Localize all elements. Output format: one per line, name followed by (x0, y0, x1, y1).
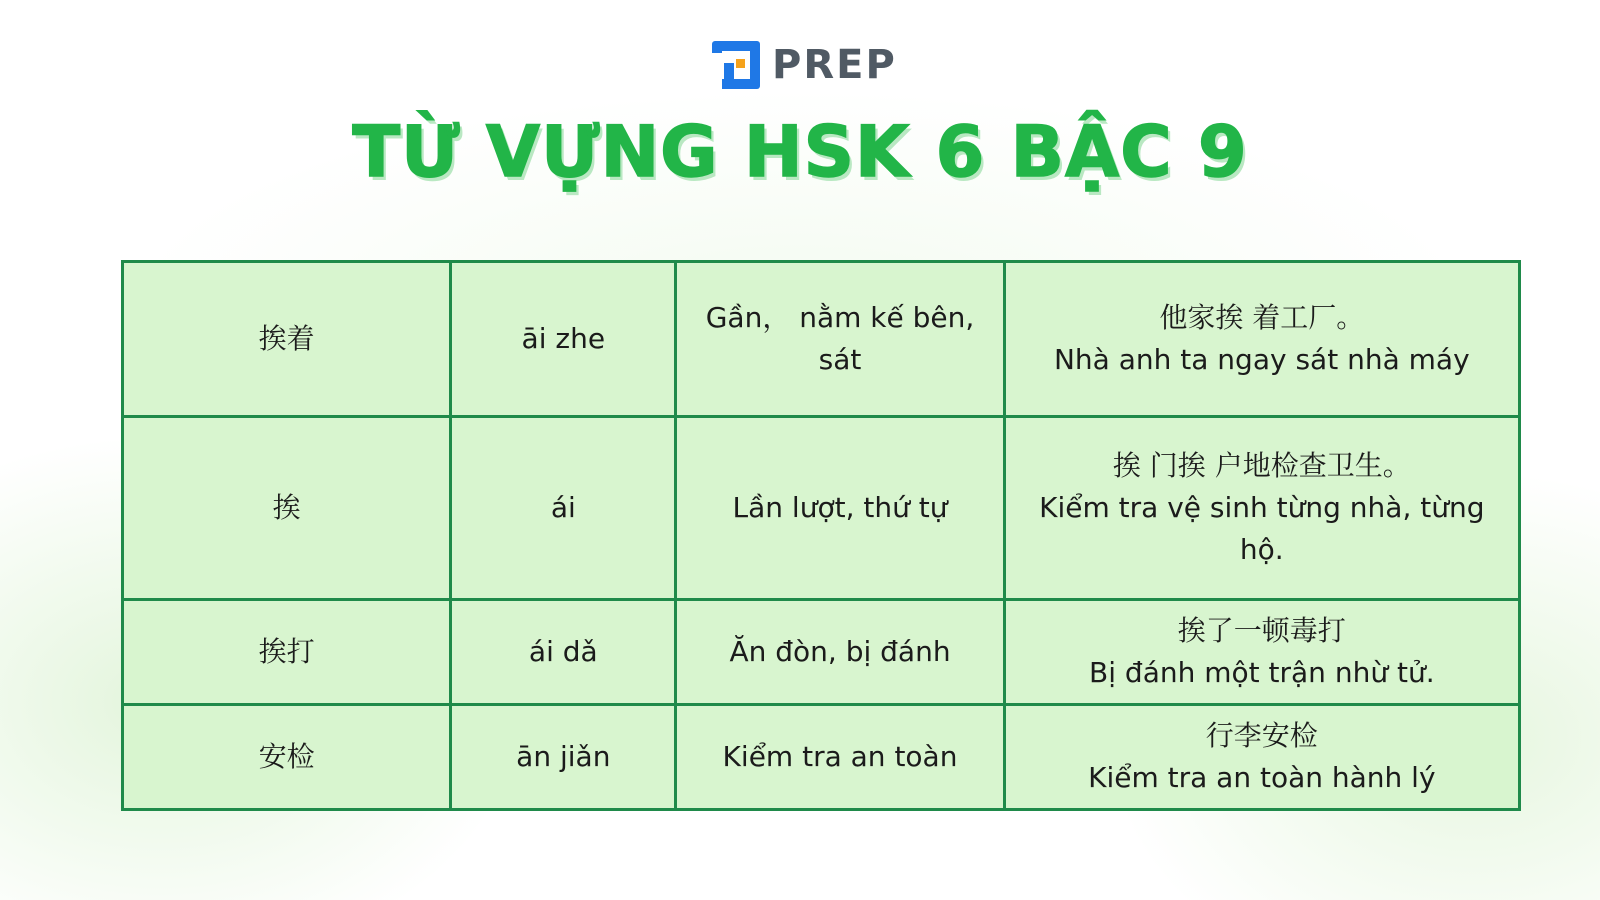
example-cell (1004, 705, 1519, 810)
meaning-cell: Kiểm tra an toàn (676, 705, 1004, 810)
pinyin-cell: āi zhe (451, 262, 676, 417)
prep-logo (710, 38, 897, 92)
example-chinese: 他家挨 着工厂。 (1159, 301, 1365, 334)
prep-logo-icon (710, 39, 762, 91)
example-chinese: 挨了一顿毒打 (1177, 614, 1346, 647)
pinyin-cell: ái (451, 417, 676, 600)
hanzi-cell: 挨着 (123, 262, 451, 417)
table-row (123, 600, 1520, 705)
example-vietnamese: Bị đánh một trận nhừ tử. (1089, 656, 1435, 689)
meaning-cell: Gần， nằm kế bên, sát (676, 262, 1004, 417)
pinyin-cell: ái dǎ (451, 600, 676, 705)
table-row (123, 705, 1520, 810)
example-vietnamese: Kiểm tra an toàn hành lý (1088, 761, 1436, 794)
page-title: TỪ VỰNG HSK 6 BẬC 9 (352, 111, 1248, 193)
example-cell (1004, 417, 1519, 600)
table-row (123, 262, 1520, 417)
pinyin-cell: ān jiǎn (451, 705, 676, 810)
meaning-cell: Ăn đòn, bị đánh (676, 600, 1004, 705)
hanzi-cell: 安检 (123, 705, 451, 810)
example-chinese: 挨 门挨 户地检查卫生。 (1112, 449, 1411, 482)
meaning-cell: Lần lượt, thứ tự (676, 417, 1004, 600)
vocabulary-table (121, 260, 1521, 811)
prep-logo-text: PREP (772, 42, 897, 88)
table-row (123, 417, 1520, 600)
example-vietnamese: Nhà anh ta ngay sát nhà máy (1053, 343, 1470, 376)
example-vietnamese: Kiểm tra vệ sinh từng nhà, từng hộ. (1039, 491, 1485, 566)
example-cell (1004, 600, 1519, 705)
example-cell (1004, 262, 1519, 417)
hanzi-cell: 挨打 (123, 600, 451, 705)
example-chinese: 行李安检 (1205, 719, 1318, 752)
hanzi-cell: 挨 (123, 417, 451, 600)
